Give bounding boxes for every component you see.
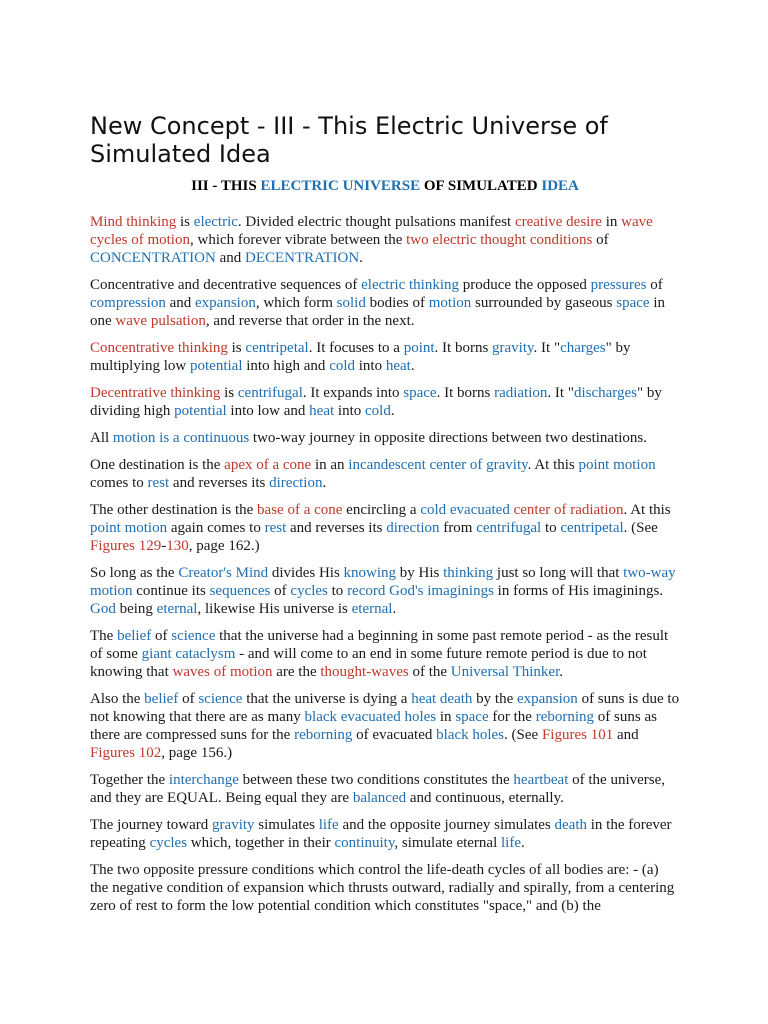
text-run: . It " (533, 340, 561, 356)
keyword-link[interactable]: CONCENTRATION (90, 250, 216, 266)
keyword-link[interactable]: sequences (209, 583, 271, 599)
text-run: of (646, 277, 663, 293)
keyword-link[interactable]: two-way motion (90, 565, 676, 599)
keyword-link[interactable]: center of radiation (513, 502, 624, 518)
paragraph (90, 501, 680, 555)
text-run: , simulate eternal (394, 835, 502, 851)
text-run: by the (472, 691, 517, 707)
text-run: in (601, 214, 622, 230)
text-run: OF SIMULATED (420, 178, 542, 194)
text-run: . (See (504, 727, 542, 743)
keyword-link[interactable]: point motion (90, 520, 168, 536)
keyword-link[interactable]: radiation (494, 385, 548, 401)
keyword-link[interactable]: ELECTRIC UNIVERSE (260, 178, 421, 194)
keyword-link[interactable]: apex of a cone (224, 457, 312, 473)
paragraph (90, 771, 680, 807)
paragraph (90, 816, 680, 852)
text-run: All (90, 430, 113, 446)
text-run: and continuous, eternally. (406, 790, 564, 806)
keyword-link[interactable]: thinking (443, 565, 494, 581)
keyword-link[interactable]: potential (190, 358, 243, 374)
text-run: is (227, 340, 246, 356)
text-run: . It borns (436, 385, 495, 401)
keyword-link[interactable]: continuity (334, 835, 395, 851)
keyword-link[interactable]: expansion (516, 691, 578, 707)
text-run: is (220, 385, 238, 401)
paragraph (90, 627, 680, 681)
keyword-link[interactable]: point motion (578, 457, 656, 473)
text-run: - and will come to an end in some future remote period is due to not knowing that (90, 646, 647, 680)
keyword-link[interactable]: Concentrative thinking (90, 340, 228, 356)
text-run: is (176, 214, 194, 230)
keyword-link[interactable]: science (198, 691, 243, 707)
text-run: The journey toward (90, 817, 213, 833)
text-run: The other destination is the (90, 502, 258, 518)
text-run: of evacuated (352, 727, 437, 743)
text-run: into high and (242, 358, 330, 374)
text-run: . At this (527, 457, 579, 473)
text-run: of the universe, and they are EQUAL. Being equal they are (90, 772, 666, 806)
keyword-link[interactable]: black holes (436, 727, 505, 743)
keyword-link[interactable]: centrifugal (237, 385, 303, 401)
keyword-link[interactable]: knowing (343, 565, 397, 581)
text-run: to (327, 583, 348, 599)
text-run: and reverses its (169, 475, 270, 491)
text-run: from (439, 520, 477, 536)
text-run: into low and (226, 403, 310, 419)
keyword-link[interactable]: centripetal (560, 520, 624, 536)
keyword-link[interactable]: Figures 102 (90, 745, 162, 761)
keyword-link[interactable]: death (554, 817, 587, 833)
keyword-link[interactable]: cycles (290, 583, 328, 599)
keyword-link[interactable]: base of a cone (257, 502, 343, 518)
keyword-link[interactable]: eternal (351, 601, 393, 617)
text-run: in the forever repeating (90, 817, 672, 851)
text-run: . (390, 403, 395, 419)
keyword-link[interactable]: direction (269, 475, 323, 491)
text-run: between these two conditions constitutes the (238, 772, 514, 788)
keyword-link[interactable]: IDEA (541, 178, 579, 194)
text-run: and (613, 727, 639, 743)
keyword-link[interactable]: Decentrative thinking (90, 385, 221, 401)
text-run: , which forever vibrate between the (189, 232, 407, 248)
keyword-link[interactable]: centripetal (245, 340, 309, 356)
text-run: being (115, 601, 157, 617)
text-run: . (559, 664, 563, 680)
text-run: bodies of (365, 295, 429, 311)
text-run: . (410, 358, 415, 374)
keyword-link[interactable]: giant cataclysm (141, 646, 236, 662)
keyword-link[interactable]: Mind thinking (90, 214, 177, 230)
text-run: and (215, 250, 246, 266)
keyword-link[interactable]: cold (329, 358, 356, 374)
keyword-link[interactable]: black evacuated holes (304, 709, 437, 725)
keyword-link[interactable]: heat death (411, 691, 473, 707)
text-run: , page 162.) (188, 538, 260, 554)
text-run: in forms of His imaginings. (493, 583, 664, 599)
text-run: Together the (90, 772, 169, 788)
keyword-link[interactable]: cycles (149, 835, 188, 851)
keyword-link[interactable]: motion (428, 295, 472, 311)
keyword-link[interactable]: point (403, 340, 435, 356)
text-run: divides His (268, 565, 344, 581)
keyword-link[interactable]: space (616, 295, 650, 311)
keyword-link[interactable]: waves of motion (172, 664, 273, 680)
paragraph (90, 213, 680, 267)
keyword-link[interactable]: cold (365, 403, 391, 419)
keyword-link[interactable]: electric (193, 214, 238, 230)
keyword-link[interactable]: belief (144, 691, 179, 707)
keyword-link[interactable]: Creator's Mind (178, 565, 269, 581)
keyword-link[interactable]: rest (147, 475, 170, 491)
keyword-link[interactable]: record God's imaginings (347, 583, 494, 599)
keyword-link[interactable]: God (90, 601, 116, 617)
keyword-link[interactable]: heat (385, 358, 411, 374)
text-run: , which form (255, 295, 337, 311)
text-run: , page 156.) (161, 745, 233, 761)
keyword-link[interactable]: belief (117, 628, 152, 644)
text-run: two-way journey in opposite directions between two destinations. (249, 430, 648, 446)
keyword-link[interactable]: 130 (166, 538, 189, 554)
text-run: by His (396, 565, 444, 581)
paragraph (90, 384, 680, 420)
paragraph (90, 429, 680, 447)
text-run: and the opposite journey simulates (338, 817, 555, 833)
keyword-link[interactable]: thought-waves (320, 664, 409, 680)
text-run: of suns is due to not knowing that there are as many (90, 691, 680, 725)
text-run: in (436, 709, 456, 725)
keyword-link[interactable]: wave pulsation (115, 313, 206, 329)
keyword-link[interactable]: balanced (352, 790, 407, 806)
text-run: . (359, 250, 363, 266)
text-run: and (165, 295, 195, 311)
keyword-link[interactable]: potential (174, 403, 227, 419)
text-run: . (322, 475, 327, 491)
text-run: . It borns (434, 340, 493, 356)
text-run: that the universe is dying a (242, 691, 412, 707)
section-subheading (90, 178, 680, 195)
keyword-link[interactable]: eternal (156, 601, 198, 617)
text-run: The two opposite pressure conditions which control the life-death cycles of all bodies are: - (a) the negative condition of expansion which thrusts outward, radially and spirally, from a centering zero of rest to form the low potential condition which constitutes "space," and (b) the (90, 862, 675, 914)
keyword-link[interactable]: Universal Thinker (450, 664, 560, 680)
text-run: - (161, 538, 167, 554)
text-run: just so long will that (493, 565, 624, 581)
paragraph (90, 690, 680, 762)
keyword-link[interactable]: two electric thought conditions (406, 232, 593, 248)
text-run: continue its (132, 583, 210, 599)
text-run: into (355, 358, 386, 374)
paragraph (90, 564, 680, 618)
text-run: again comes to (167, 520, 265, 536)
text-run: of (151, 628, 172, 644)
text-run: . It " (547, 385, 574, 401)
text-run: . It focuses to a (308, 340, 404, 356)
keyword-link[interactable]: expansion (195, 295, 256, 311)
text-run: of (270, 583, 291, 599)
text-run: So long as the (90, 565, 179, 581)
text-run: of suns as there are compressed suns for the (90, 709, 657, 743)
text-run: are the (272, 664, 321, 680)
text-run: produce the opposed (459, 277, 591, 293)
text-run: . (521, 835, 525, 851)
text-run: surrounded by gaseous (471, 295, 617, 311)
text-run: . Divided electric thought pulsations manifest (237, 214, 515, 230)
keyword-link[interactable]: compression (90, 295, 166, 311)
text-run: . It expands into (302, 385, 404, 401)
keyword-link[interactable]: incandescent center of gravity (348, 457, 528, 473)
text-run: of (178, 691, 199, 707)
text-run: One destination is the (90, 457, 225, 473)
keyword-link[interactable]: DECENTRATION (245, 250, 360, 266)
document-page (90, 112, 680, 924)
keyword-link[interactable]: direction (386, 520, 440, 536)
text-run: in an (311, 457, 349, 473)
text-run: that the universe had a beginning in some past remote period - as the result of some (90, 628, 669, 662)
keyword-link[interactable]: gravity (212, 817, 255, 833)
keyword-link[interactable]: centrifugal (476, 520, 542, 536)
text-run: Also the (90, 691, 145, 707)
keyword-link[interactable]: reborning (535, 709, 595, 725)
keyword-link[interactable]: interchange (168, 772, 239, 788)
keyword-link[interactable]: space (403, 385, 437, 401)
document-body (90, 213, 680, 915)
keyword-link[interactable]: discharges (573, 385, 637, 401)
paragraph (90, 339, 680, 375)
keyword-link[interactable]: science (171, 628, 216, 644)
text-run: " by dividing high (90, 385, 662, 419)
paragraph (90, 276, 680, 330)
keyword-link[interactable]: heat (309, 403, 335, 419)
text-run: comes to (90, 475, 148, 491)
keyword-link[interactable]: motion is a continuous (112, 430, 250, 446)
keyword-link[interactable]: pressures (590, 277, 647, 293)
keyword-link[interactable]: cold evacuated (420, 502, 510, 518)
keyword-link[interactable]: life (318, 817, 339, 833)
keyword-link[interactable]: creative desire (514, 214, 602, 230)
keyword-link[interactable]: charges (560, 340, 606, 356)
keyword-link[interactable]: life (501, 835, 522, 851)
keyword-link[interactable]: wave cycles of motion (90, 214, 653, 248)
text-run: III - THIS (191, 178, 261, 194)
keyword-link[interactable]: gravity (492, 340, 534, 356)
document-title: New Concept - III - This Electric Universe of Simulated Idea (90, 112, 608, 168)
text-run: " by multiplying low (90, 340, 631, 374)
text-run: . At this (623, 502, 671, 518)
paragraph (90, 456, 680, 492)
text-run: . (See (623, 520, 658, 536)
text-run: to (541, 520, 561, 536)
text-run: encircling a (342, 502, 421, 518)
keyword-link[interactable]: reborning (294, 727, 353, 743)
text-run: which, together in their (187, 835, 335, 851)
keyword-link[interactable]: electric thinking (361, 277, 460, 293)
keyword-link[interactable]: rest (264, 520, 287, 536)
text-run: in one (90, 295, 665, 329)
paragraph (90, 861, 680, 915)
keyword-link[interactable]: Figures 129 (90, 538, 162, 554)
text-run: . (392, 601, 397, 617)
keyword-link[interactable]: solid (336, 295, 366, 311)
text-run: simulates (254, 817, 319, 833)
text-run: , likewise His universe is (197, 601, 352, 617)
text-run: Concentrative and decentrative sequences of (90, 277, 362, 293)
text-run: of the (408, 664, 451, 680)
text-run: , and reverse that order in the next. (205, 313, 415, 329)
text-run: and reverses its (286, 520, 387, 536)
text-run: into (334, 403, 365, 419)
text-run: The (90, 628, 118, 644)
text-run: for the (488, 709, 536, 725)
keyword-link[interactable]: heartbeat (513, 772, 569, 788)
keyword-link[interactable]: Figures 101 (541, 727, 614, 743)
keyword-link[interactable]: space (455, 709, 489, 725)
text-run: of (592, 232, 609, 248)
